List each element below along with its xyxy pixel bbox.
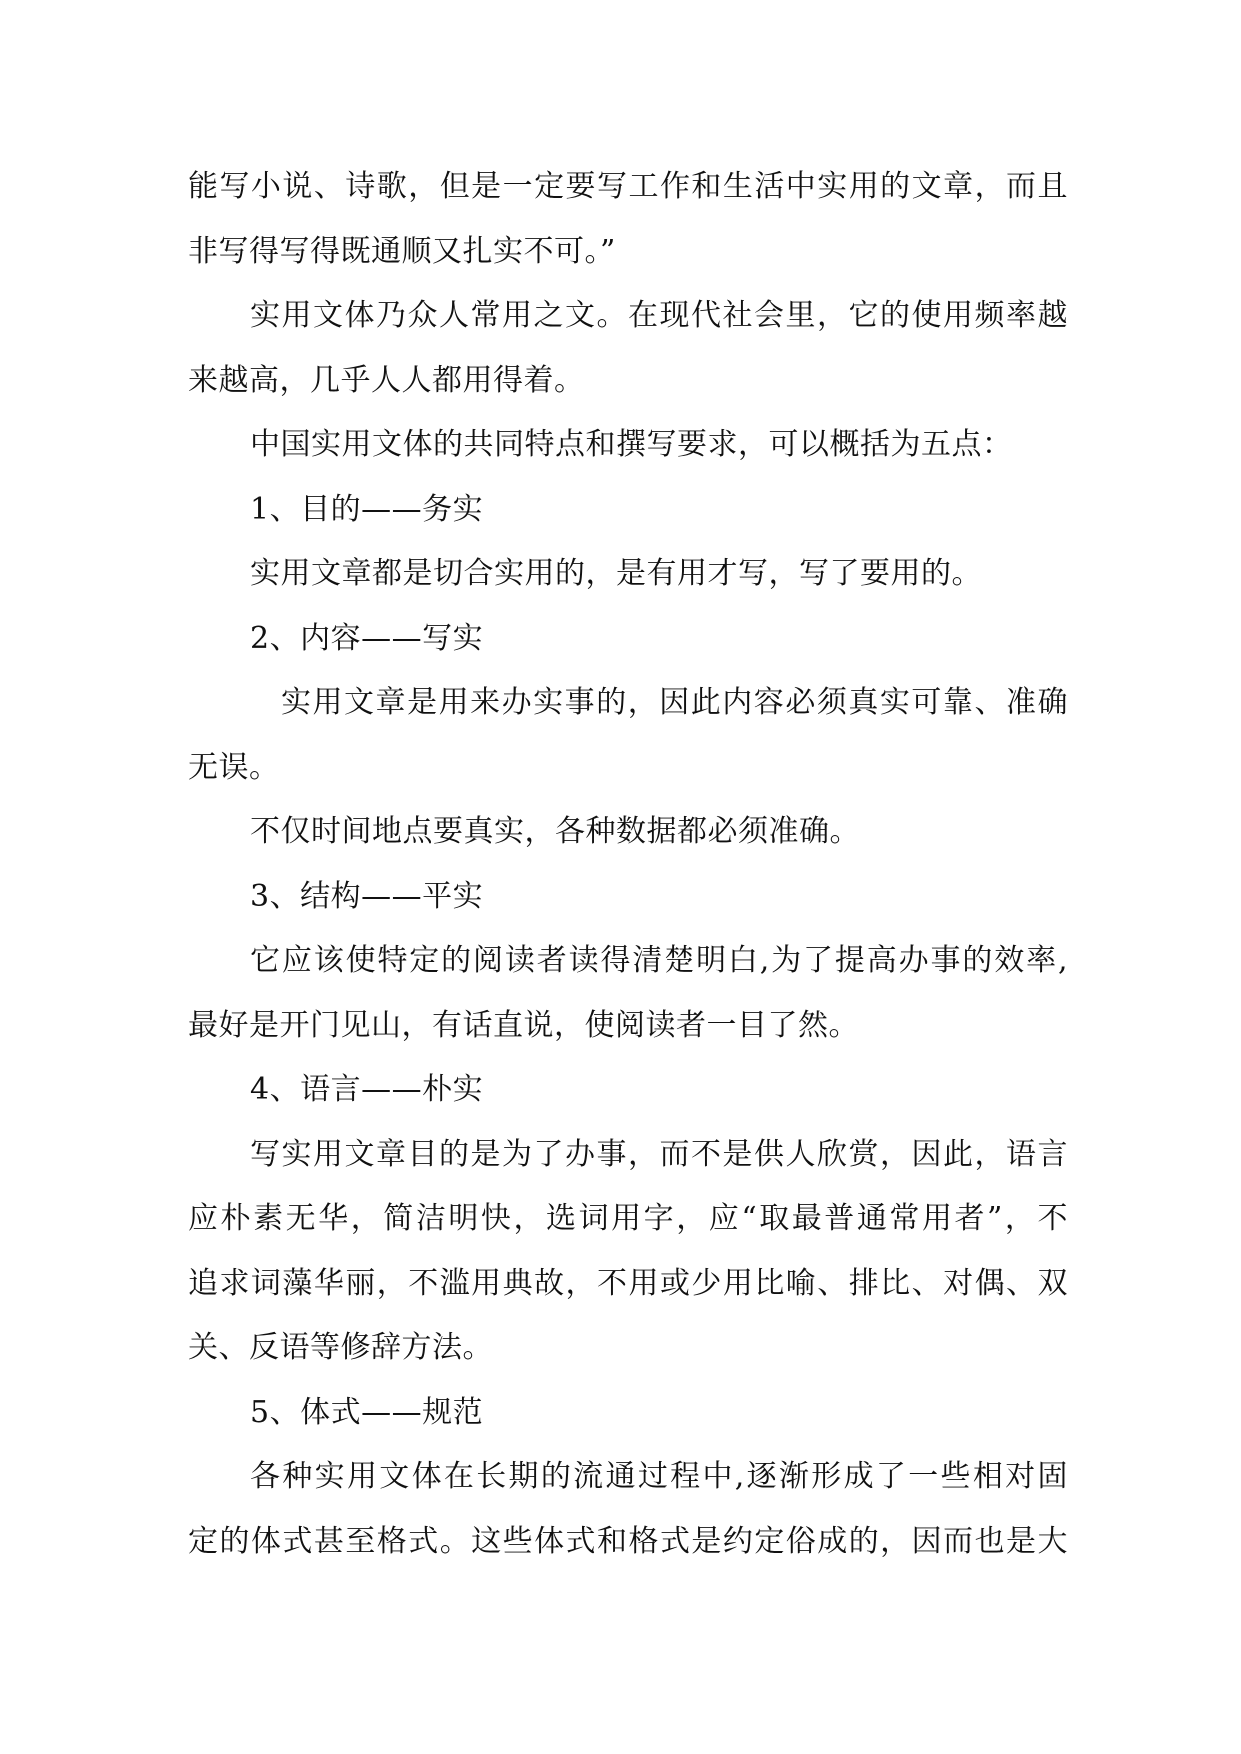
text-line-18: 追求词藻华丽，不滥用典故，不用或少用比喻、排比、对偶、双 [188, 1265, 1068, 1301]
paragraph-point-5: 各种实用文体在长期的流通过程中,逐渐形成了一些相对固 [250, 1459, 1068, 1494]
paragraph-point-3: 它应该使特定的阅读者读得清楚明白,为了提高办事的效率, [250, 943, 1068, 978]
text-line-4: 来越高，几乎人人都用得着。 [188, 362, 585, 398]
text-line-19: 关、反语等修辞方法。 [188, 1330, 493, 1365]
heading-point-1: 1、目的——务实 [250, 491, 484, 527]
text-line-1: 能写小说、诗歌，但是一定要写工作和生活中实用的文章，而且 [188, 169, 1068, 204]
text-line-17: 应朴素无华，简洁明快，选词用字，应“取最普通常用者”，不 [188, 1201, 1068, 1236]
text-line-10: 无误。 [188, 749, 280, 785]
document-body [188, 155, 1068, 1574]
paragraph-point-2: 实用文章是用来办实事的，因此内容必须真实可靠、准确 [281, 685, 1068, 720]
text-line-2: 非写得写得既通顺又扎实不可。” [188, 233, 616, 269]
heading-point-3: 3、结构——平实 [250, 878, 484, 914]
paragraph-practical-writing: 实用文体乃众人常用之文。在现代社会里，它的使用频率越 [250, 298, 1068, 333]
paragraph-point-1: 实用文章都是切合实用的，是有用才写，写了要用的。 [250, 556, 982, 591]
text-line-22: 定的体式甚至格式。这些体式和格式是约定俗成的，因而也是大 [188, 1523, 1068, 1559]
paragraph-point-4: 写实用文章目的是为了办事，而不是供人欣赏，因此，语言 [250, 1136, 1068, 1172]
heading-point-4: 4、语言——朴实 [250, 1072, 484, 1107]
text-line-14: 最好是开门见山，有话直说，使阅读者一目了然。 [188, 1007, 859, 1043]
heading-point-5: 5、体式——规范 [250, 1394, 484, 1430]
paragraph-point-2-detail: 不仅时间地点要真实，各种数据都必须准确。 [250, 814, 860, 849]
paragraph-five-points-intro: 中国实用文体的共同特点和撰写要求，可以概括为五点： [250, 427, 1013, 462]
heading-point-2: 2、内容——写实 [250, 620, 484, 656]
